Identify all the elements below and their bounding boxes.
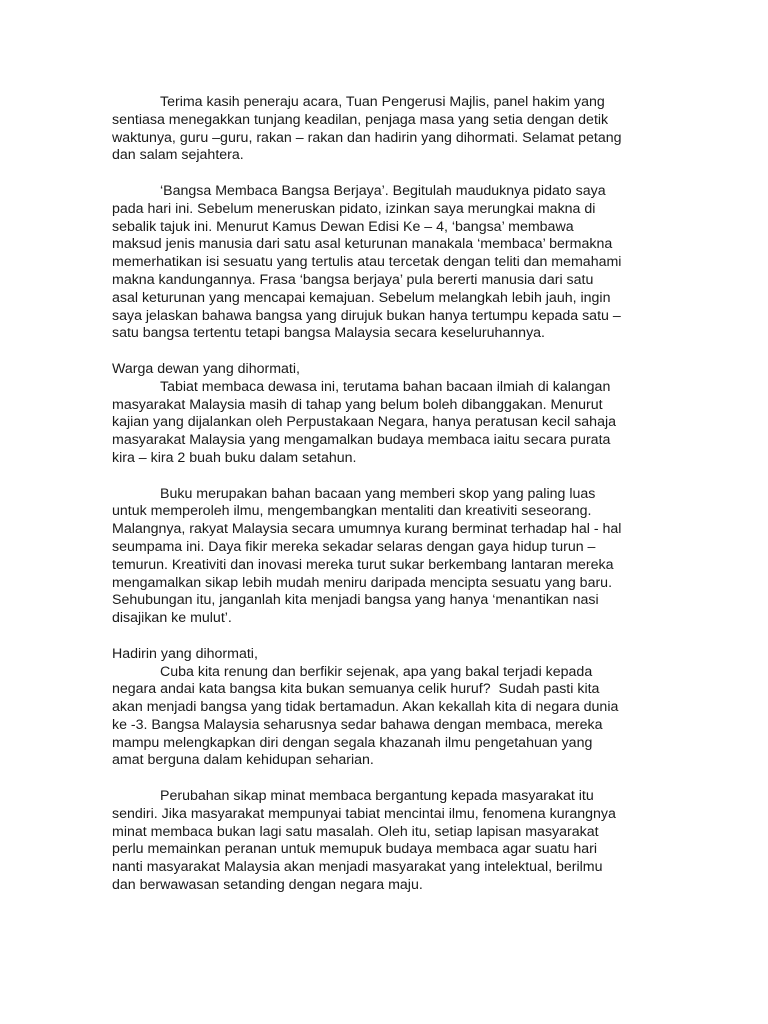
paragraph-title-meaning	[112, 183, 672, 343]
text-line: negara andai kata bangsa kita bukan semuanya celik huruf? Sudah pasti kita	[112, 681, 600, 698]
paragraph-gap	[112, 468, 672, 486]
text-line: ke -3. Bangsa Malaysia seharusnya sedar bahawa dengan membaca, mereka	[112, 716, 603, 733]
text-line: memerhatikan isi sesuatu yang tertulis atau tercetak dengan teliti dan memahami	[112, 254, 622, 271]
text-line: Terima kasih peneraju acara, Tuan Pengerusi Majlis, panel hakim yang	[160, 94, 605, 110]
paragraph-gap	[112, 628, 672, 646]
text-line: perlu memainkan peranan untuk memupuk budaya membaca agar suatu hari	[112, 841, 598, 858]
text-line: waktunya, guru –guru, rakan – rakan dan hadirin yang dihormati. Selamat petang	[112, 129, 622, 146]
text-line: dan berwawasan setanding dengan negara maju.	[112, 877, 423, 894]
text-line: Cuba kita renung dan berfikir sejenak, apa yang bakal terjadi kepada	[160, 663, 593, 680]
text-line: Tabiat membaca dewasa ini, terutama bahan bacaan ilmiah di kalangan	[160, 378, 611, 395]
text-line: Sehubungan itu, janganlah kita menjadi bangsa yang hanya ‘menantikan nasi	[112, 592, 599, 609]
salutation: Hadirin yang dihormati,	[112, 645, 258, 662]
text-line: ‘Bangsa Membaca Bangsa Berjaya’. Begitulah mauduknya pidato saya	[160, 182, 606, 199]
paragraph-literacy	[112, 646, 672, 771]
text-line: dan salam sejahtera.	[112, 147, 244, 164]
paragraph-opening	[112, 94, 672, 165]
text-line: amat berguna dalam kehidupan seharian.	[112, 752, 374, 769]
text-line: makna kandungannya. Frasa ‘bangsa berjaya’ pula bererti manusia dari satu	[112, 271, 594, 288]
paragraph-reading-habit	[112, 361, 672, 468]
text-line: seumpama ini. Daya fikir mereka sekadar selaras dengan gaya hidup turun –	[112, 538, 596, 555]
text-line: disajikan ke mulut’.	[112, 610, 232, 627]
text-line: akan menjadi bangsa yang tidak bertamadun. Akan kekallah kita di negara dunia	[112, 699, 619, 716]
text-line: temurun. Kreativiti dan inovasi mereka turut sukar berkembang lantaran mereka	[112, 556, 614, 573]
text-line: sebalik tajuk ini. Menurut Kamus Dewan Edisi Ke – 4, ‘bangsa’ membawa	[112, 218, 574, 235]
text-line: sentiasa menegakkan tunjang keadilan, penjaga masa yang setia dengan detik	[112, 111, 609, 128]
text-line: satu bangsa tertentu tetapi bangsa Malaysia secara keseluruhannya.	[112, 325, 545, 342]
text-line: saya jelaskan bahawa bangsa yang dirujuk bukan hanya tertumpu kepada satu –	[112, 307, 621, 324]
document-page	[112, 94, 672, 895]
text-line: pada hari ini. Sebelum meneruskan pidato, izinkan saya merungkai makna di	[112, 200, 596, 217]
text-line: Buku merupakan bahan bacaan yang memberi skop yang paling luas	[160, 485, 596, 502]
text-line: masyarakat Malaysia yang mengamalkan budaya membaca iaitu secara purata	[112, 432, 611, 449]
text-line: kira – kira 2 buah buku dalam setahun.	[112, 449, 357, 466]
text-line: masyarakat Malaysia masih di tahap yang belum boleh dibanggakan. Menurut	[112, 396, 603, 413]
text-line: untuk memperoleh ilmu, mengembangkan mentaliti dan kreativiti seseorang.	[112, 503, 592, 520]
text-line: sendiri. Jika masyarakat mempunyai tabiat mencintai ilmu, fenomena kurangnya	[112, 805, 616, 822]
paragraph-books	[112, 486, 672, 628]
text-line: mampu melengkapkan diri dengan segala khazanah ilmu pengetahuan yang	[112, 734, 593, 751]
text-line: kajian yang dijalankan oleh Perpustakaan Negara, hanya peratusan kecil sahaja	[112, 414, 616, 431]
paragraph-gap	[112, 770, 672, 788]
text-line: minat membaca bukan lagi satu masalah. Oleh itu, setiap lapisan masyarakat	[112, 823, 599, 840]
text-line: Malangnya, rakyat Malaysia secara umumnya kurang berminat terhadap hal - hal	[112, 521, 622, 538]
paragraph-gap	[112, 343, 672, 361]
text-line: maksud jenis manusia dari satu asal keturunan manakala ‘membaca’ bermakna	[112, 236, 613, 253]
paragraph-gap	[112, 165, 672, 183]
salutation: Warga dewan yang dihormati,	[112, 360, 300, 377]
paragraph-attitude-change	[112, 788, 672, 895]
text-line: mengamalkan sikap lebih mudah meniru daripada mencipta sesuatu yang baru.	[112, 574, 613, 591]
text-line: Perubahan sikap minat membaca bergantung kepada masyarakat itu	[160, 788, 594, 805]
text-line: nanti masyarakat Malaysia akan menjadi masyarakat yang intelektual, berilmu	[112, 859, 603, 876]
text-line: asal keturunan yang mencapai kemajuan. Sebelum melangkah lebih jauh, ingin	[112, 289, 611, 306]
